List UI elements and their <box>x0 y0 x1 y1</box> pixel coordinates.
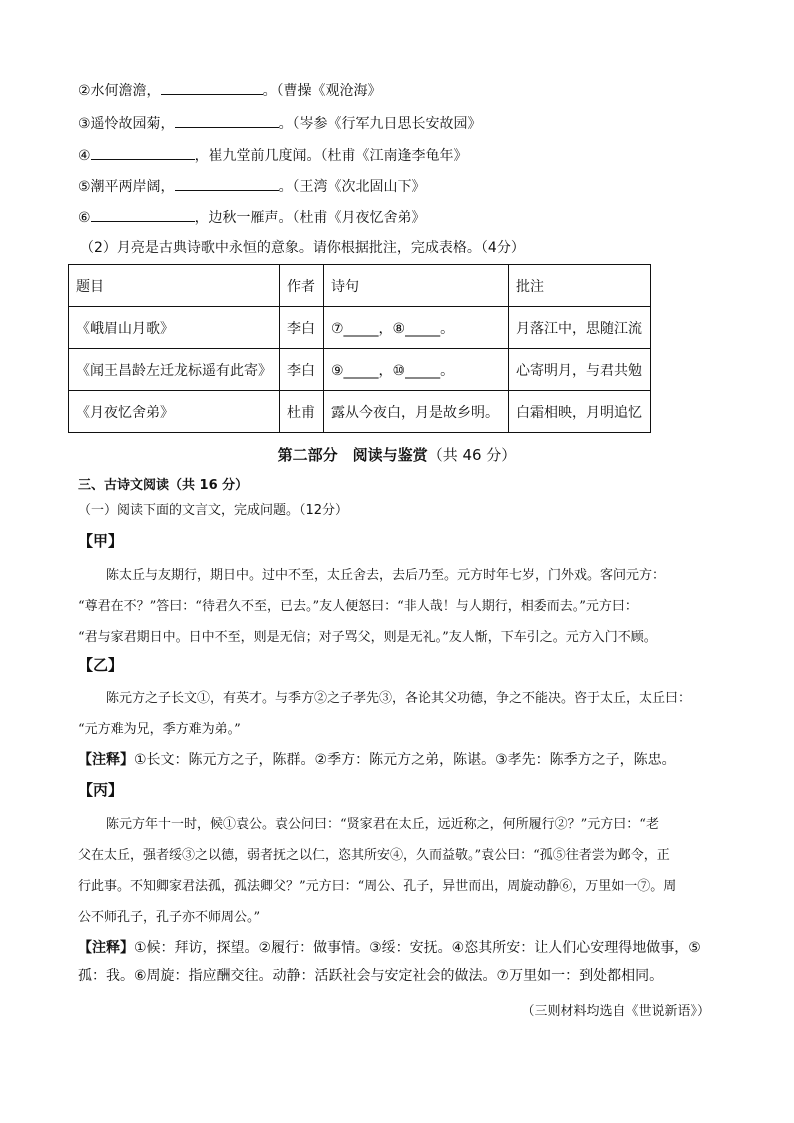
passage-bing <box>78 809 734 933</box>
table-cell: 李白 <box>280 349 324 391</box>
question-2-prompt: （2）月亮是古典诗歌中永恒的意象。请你根据批注，完成表格。（4分） <box>80 240 525 256</box>
table-cell: 李白 <box>280 307 324 349</box>
fill-in-item-3 <box>78 113 734 134</box>
table-header-cell: 批注 <box>509 265 651 307</box>
passage-line: “元方难为兄，季方难为弟。” <box>78 722 241 737</box>
note-label: 【注释】 <box>78 752 134 768</box>
answer-blank[interactable] <box>175 176 279 191</box>
table-cell: 杜甫 <box>280 391 324 433</box>
table-header-cell: 作者 <box>280 265 324 307</box>
passage-line: 陈元方之子长文①，有英才。与季方②之子孝先③，各论其父功德，争之不能决。咨于太丘，太丘曰： <box>106 691 692 706</box>
passage-line: “君与家君期日中。日中不至，则是无信；对子骂父，则是无礼。”友人惭，下车引之。元方入门不顾。 <box>78 630 657 645</box>
fill-in-text: ③遥怜故园菊， <box>78 116 175 132</box>
answer-blank[interactable] <box>161 80 263 95</box>
part2-score: （共 46 分） <box>427 446 517 464</box>
bing-notes <box>78 934 754 990</box>
fill-in-source: ，崔九堂前几度闻。（杜甫《江南逢李龟年》 <box>194 148 468 164</box>
answer-blank[interactable] <box>175 113 279 128</box>
passage-line: 公不师孔子，孔子亦不师周公。” <box>78 910 261 925</box>
note-text: ①长文：陈元方之子，陈群。②季方：陈元方之弟，陈谌。③孝先：陈季方之子，陈忠。 <box>134 752 676 768</box>
table-cell: 心寄明月，与君共勉 <box>509 349 651 391</box>
fill-in-item-4 <box>78 145 734 166</box>
table-row <box>69 349 651 391</box>
table-cell: 露从今夜白，月是故乡明。 <box>324 391 509 433</box>
fill-in-text: ⑥ <box>78 210 91 226</box>
table-header-cell: 题目 <box>69 265 280 307</box>
table-cell[interactable]: ⑦_____，⑧_____。 <box>324 307 509 349</box>
source-citation: （三则材料均选自《世说新语》） <box>521 1004 710 1019</box>
section3-title: 三、古诗文阅读（共 16 分） <box>78 478 249 493</box>
fill-in-source: ，边秋一雁声。（杜甫《月夜忆舍弟》 <box>194 210 426 226</box>
part2-heading <box>0 444 794 465</box>
part2-title: 第二部分 阅读与鉴赏 <box>277 446 428 464</box>
fill-in-source: 。（曹操《观沧海》 <box>262 83 382 99</box>
poetry-table <box>68 264 651 433</box>
passage-line: 陈太丘与友期行，期日中。过中不至，太丘舍去，去后乃至。元方时年七岁，门外戏。客问元方： <box>106 568 666 583</box>
sub1-prompt: （一）阅读下面的文言文，完成问题。（12分） <box>78 503 349 518</box>
table-header-cell: 诗句 <box>324 265 509 307</box>
fill-in-item-2 <box>78 80 734 101</box>
note-text: ①候：拜访，探望。②履行：做事情。③绥：安抚。④恣其所安：让人们心安理得地做事，⑤ <box>134 940 701 956</box>
passage-bing-label: 【丙】 <box>78 781 124 799</box>
passage-jia-label: 【甲】 <box>78 532 124 550</box>
fill-in-text: ④ <box>78 148 91 164</box>
note-text: 孤：我。⑥周旋：指应酬交往。动静：活跃社会与安定社会的做法。⑦万里如一：到处都相同。 <box>78 968 664 984</box>
table-header-row <box>69 265 651 307</box>
table-cell: 《月夜忆舍弟》 <box>69 391 280 433</box>
yi-notes <box>78 746 754 774</box>
fill-in-source: 。（岑参《行军九日思长安故园》 <box>278 116 482 132</box>
table-row <box>69 307 651 349</box>
fill-in-item-6 <box>78 207 734 228</box>
table-row <box>69 391 651 433</box>
answer-blank[interactable] <box>91 145 195 160</box>
answer-blank[interactable] <box>91 207 195 222</box>
passage-line: 陈元方年十一时，候①袁公。袁公问曰：“贤家君在太丘，远近称之，何所履行②？”元方曰：“老 <box>106 817 659 832</box>
passage-line: “尊君在不？”答曰：“待君久不至，已去。”友人便怒曰：“非人哉！与人期行，相委而去。”元方曰： <box>78 599 638 614</box>
table-cell: 《峨眉山月歌》 <box>69 307 280 349</box>
fill-in-item-5 <box>78 176 734 197</box>
passage-yi <box>78 683 734 745</box>
table-cell[interactable]: ⑨_____，⑩_____。 <box>324 349 509 391</box>
fill-in-text: ②水何澹澹， <box>78 83 161 99</box>
fill-in-source: 。（王湾《次北固山下》 <box>278 179 426 195</box>
table-cell: 《闻王昌龄左迁龙标遥有此寄》 <box>69 349 280 391</box>
passage-yi-label: 【乙】 <box>78 656 124 674</box>
passage-line: 行此事。不知卿家君法孤，孤法卿父？”元方曰：“周公、孔子，异世而出，周旋动静⑥，万里如一⑦。周 <box>78 879 677 894</box>
table-cell: 白霜相映，月明追忆 <box>509 391 651 433</box>
passage-jia <box>78 560 734 653</box>
fill-in-text: ⑤潮平两岸阔， <box>78 179 175 195</box>
passage-line: 父在太丘，强者绥③之以德，弱者抚之以仁，恣其所安④，久而益敬。”袁公曰：“孤⑤往者尝为邺令，正 <box>78 848 670 863</box>
table-cell: 月落江中，思随江流 <box>509 307 651 349</box>
note-label: 【注释】 <box>78 940 134 956</box>
